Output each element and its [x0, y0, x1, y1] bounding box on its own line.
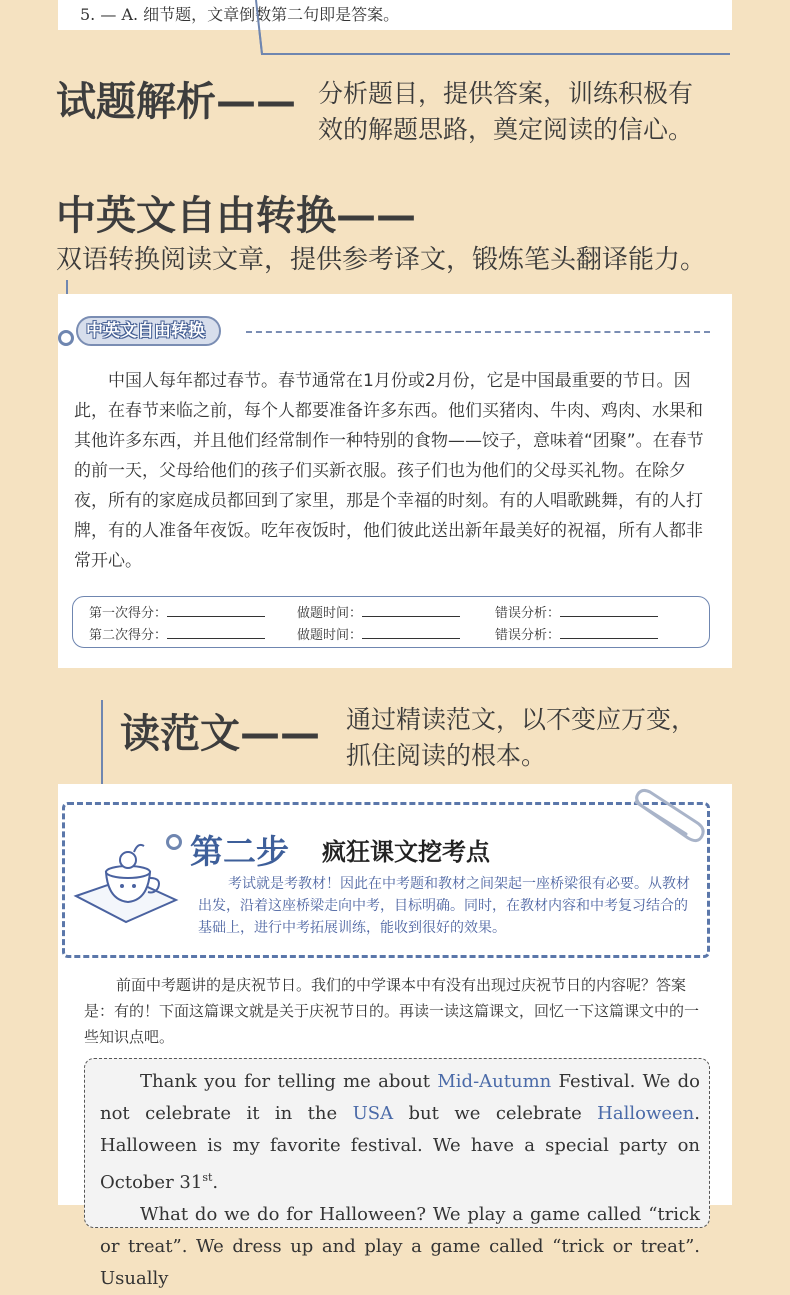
english-paragraph: What do we do for Halloween? We play a game called “trick or treat”. We dress up and play a game called “trick or treat”. Usually: [100, 1204, 700, 1289]
score-record-box: [72, 596, 710, 648]
paperclip-icon: [628, 790, 708, 850]
error-field[interactable]: 错误分析：: [495, 602, 658, 621]
english-paragraph: Thank you for telling me about Mid-Autumn Festival. We do not celebrate it in the USA but we celebrate Halloween. Halloween is my favorite festival. We have a special party on October 31st.: [100, 1071, 700, 1193]
score-field[interactable]: 第二次得分：: [89, 624, 265, 643]
desc-line: 抓住阅读的根本。: [346, 741, 547, 770]
connector-dot: [58, 330, 74, 346]
answer-number: 5.: [80, 5, 96, 24]
english-passage: [100, 1066, 700, 1295]
chinese-passage: 中国人每年都过春节。春节通常在1月份或2月份，它是中国最重要的节日。因此，在春节来临之前，每个人都要准备许多东西。他们买猪肉、牛肉、鸡肉、水果和其他许多东西，并且他们经常制作一种特别的食物——饺子，意味着“团聚”。在春节的前一天，父母给他们的孩子们买新衣服。孩子们也为他们的父母买礼物。在除夕夜，所有的家庭成员都回到了家里，那是个幸福的时刻。有的人唱歌跳舞，有的人打牌，有的人准备年夜饭。吃年夜饭时，他们彼此送出新年最美好的祝福，所有人都非常开心。: [74, 371, 704, 571]
section-heading-model-text: 读范文——: [120, 711, 320, 757]
keyword: Halloween: [597, 1103, 695, 1124]
step-title: 第二步: [190, 832, 289, 871]
time-field[interactable]: 做题时间：: [297, 602, 460, 621]
time-field[interactable]: 做题时间：: [297, 624, 460, 643]
intro-paragraph: 前面中考题讲的是庆祝节日。我们的中学课本中有没有出现过庆祝节日的内容呢？答案是：有的！下面这篇课文就是关于庆祝节日的。再读一读这篇课文，回忆一下这篇课文中的一些知识点吧。: [84, 976, 700, 1046]
dashed-divider: [246, 331, 710, 333]
connector-dot: [166, 834, 182, 850]
desc-line: 效的解题思路，奠定阅读的信心。: [318, 115, 694, 144]
answer-text: — A. 细节题，文章倒数第二句即是答案。: [100, 5, 400, 24]
badge-bilingual: 中英文自由转换: [76, 316, 221, 346]
keyword: Mid-Autumn: [437, 1071, 552, 1092]
desc-line: 通过精读范文，以不变应万变，: [346, 705, 697, 734]
section-desc-analysis: [318, 76, 693, 148]
keyword: USA: [352, 1103, 394, 1124]
error-field[interactable]: 错误分析：: [495, 624, 658, 643]
section-desc-model-text: [346, 702, 696, 774]
step-description: 考试就是考教材！因此在中考题和教材之间架起一座桥梁很有必要。从教材出发，沿着这座桥梁走向中考，目标明确。同时，在教材内容和中考复习结合的基础上，进行中考拓展训练，能收到很好的效果。: [198, 876, 690, 936]
score-field[interactable]: 第一次得分：: [89, 602, 265, 621]
section-heading-analysis: 试题解析——: [56, 79, 296, 125]
desc-line: 分析题目，提供答案，训练积极有: [318, 79, 694, 108]
step-subtitle: 疯狂课文挖考点: [322, 838, 490, 866]
leader-line-top: [0, 0, 790, 60]
teacup-icon: [72, 838, 182, 938]
section-heading-bilingual: 中英文自由转换——: [56, 193, 416, 239]
section-desc-bilingual: 双语转换阅读文章，提供参考译文，锻炼笔头翻译能力。: [56, 245, 707, 275]
